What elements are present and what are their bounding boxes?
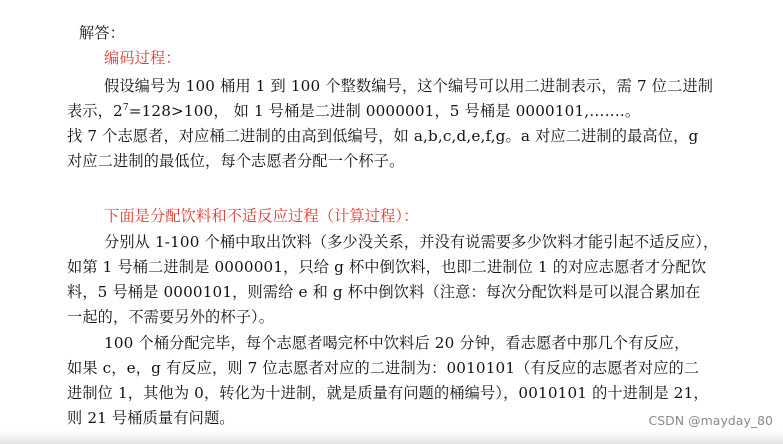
- distribution-para1-line4: 一起的，不需要另外的杯子）。: [67, 308, 275, 326]
- answer-label: 解答：: [79, 24, 126, 42]
- csdn-watermark: CSDN @mayday_80: [648, 413, 773, 428]
- encoding-para1-line2-a: 表示，2: [67, 102, 123, 120]
- encoding-heading: 编码过程：: [104, 49, 181, 67]
- distribution-heading: 下面是分配饮料和不适反应过程（计算过程）：: [104, 207, 419, 225]
- distribution-para2-line1: 100 个桶分配完毕，每个志愿者喝完杯中饮料后 20 分钟，看志愿者中那几个有反应，: [104, 334, 690, 352]
- distribution-para2-line4: 则 21 号桶质量有问题。: [67, 409, 235, 427]
- bottom-shade: [0, 430, 783, 444]
- encoding-para1-line2: [67, 100, 640, 122]
- encoding-para1-line1: 假设编号为 100 桶用 1 到 100 个整数编号，这个编号可以用二进制表示，需 7 位二进制: [104, 77, 714, 95]
- distribution-para1-line2: 如第 1 号桶二进制是 0000001，只给 g 杯中倒饮料，也即二进制位 1 的对应志愿者才分配饮: [67, 258, 707, 276]
- encoding-para2-line2: 对应二进制的最低位，每个志愿者分配一个杯子。: [67, 152, 405, 170]
- encoding-para1-line2-b: =128>100， 如 1 号桶是二进制 0000001，5 号桶是 0000101,…….。: [128, 102, 641, 120]
- distribution-para2-line3: 进制位 1，其他为 0，转化为十进制，就是质量有问题的桶编号），0010101 的十进制是 21，: [67, 384, 709, 402]
- distribution-para2-line2: 如果 c，e，g 有反应，则 7 位志愿者对应的二进制为：0010101（有反应的志愿者对应的二: [67, 359, 700, 377]
- power-exponent: 7: [122, 102, 129, 113]
- distribution-para1-line1: 分别从 1-100 个桶中取出饮料（多少没关系，并没有说需要多少饮料才能引起不适反应），: [104, 233, 719, 251]
- encoding-para2-line1: 找 7 个志愿者，对应桶二进制的由高到低编号，如 a,b,c,d,e,f,g。a 对应二进制的最高位，g: [67, 127, 699, 145]
- distribution-para1-line3: 料，5 号桶是 0000101，则需给 e 和 g 杯中倒饮料（注意：每次分配饮料是可以混合累加在: [67, 283, 701, 301]
